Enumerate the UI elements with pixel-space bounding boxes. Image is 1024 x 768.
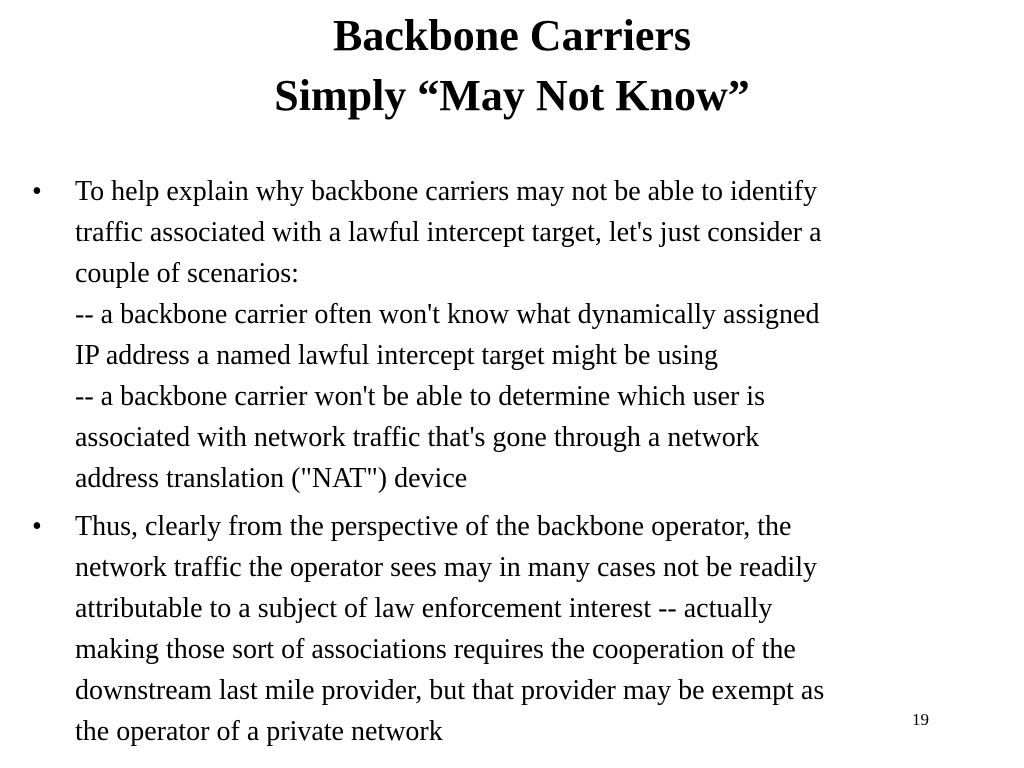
page-number: 19 [912, 710, 929, 729]
bullet-text-line: traffic associated with a lawful intercept target, let's just consider a [75, 217, 822, 248]
bullet-text-line: Thus, clearly from the perspective of the backbone operator, the [75, 511, 792, 542]
bullet-marker: • [32, 511, 42, 542]
slide-title [0, 6, 1024, 126]
bullet-text-line: making those sort of associations requires the cooperation of the [75, 634, 796, 665]
bullet-text-line: downstream last mile provider, but that provider may be exempt as [75, 675, 825, 706]
bullet-text-line: -- a backbone carrier often won't know what dynamically assigned [75, 299, 820, 330]
bullet-text-line: couple of scenarios: [75, 258, 299, 289]
bullet-text-line: attributable to a subject of law enforcement interest -- actually [75, 593, 773, 624]
bullet-item [30, 171, 995, 499]
bullet-text-line: network traffic the operator sees may in many cases not be readily [75, 552, 817, 583]
bullet-text-line: associated with network traffic that's gone through a network [75, 422, 760, 453]
slide-title-line-1: Backbone Carriers [332, 11, 692, 60]
slide-title-line-2: Simply “May Not Know” [274, 71, 750, 120]
bullet-text-line: the operator of a private network [75, 716, 443, 747]
bullet-marker: • [32, 176, 42, 207]
bullet-text-line: address translation ("NAT") device [75, 463, 468, 494]
bullet-text-line: IP address a named lawful intercept target might be using [75, 340, 719, 371]
bullet-item [30, 506, 995, 752]
bullet-list [30, 171, 995, 759]
bullet-text-line: To help explain why backbone carriers may not be able to identify [75, 176, 818, 207]
bullet-text-line: -- a backbone carrier won't be able to determine which user is [75, 381, 765, 412]
